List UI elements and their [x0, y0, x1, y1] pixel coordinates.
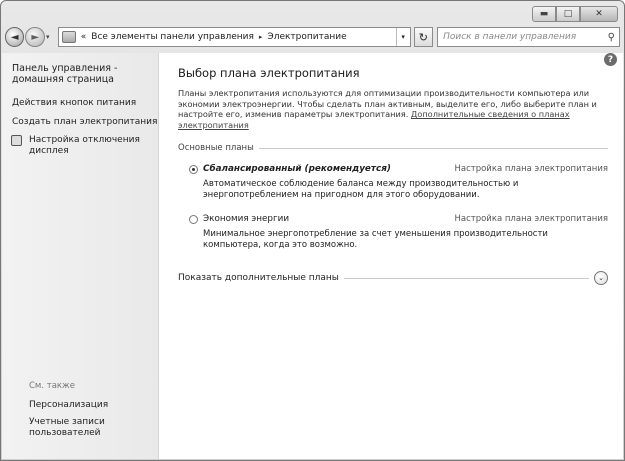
control-panel-icon: [62, 31, 76, 43]
breadcrumb-separator-icon[interactable]: ▸: [258, 33, 263, 41]
plan-balanced-settings-link[interactable]: Настройка плана электропитания: [454, 164, 608, 174]
plan-power-saver-radio[interactable]: [189, 215, 198, 224]
sidebar-item-display-off[interactable]: Настройка отключения дисплея: [29, 135, 140, 156]
show-additional-plans-label[interactable]: Показать дополнительные планы: [178, 273, 339, 283]
sidebar-item-power-buttons[interactable]: Действия кнопок питания: [12, 98, 137, 108]
plan-power-saver-description: Минимальное энергопотребление за счет уменьшения производительности компьютера, когда это возможно.: [203, 229, 548, 250]
breadcrumb-power-options[interactable]: Электропитание: [267, 32, 347, 42]
back-button[interactable]: [5, 27, 24, 47]
sidebar-item-personalization[interactable]: Персонализация: [29, 400, 109, 410]
search-input[interactable]: [443, 32, 603, 42]
plan-balanced-radio[interactable]: [189, 165, 198, 174]
forward-button[interactable]: [25, 27, 44, 47]
sidebar-item-home[interactable]: Панель управления - домашняя страница: [12, 63, 118, 85]
more-info-link[interactable]: Дополнительные сведения о планах электропитания: [178, 109, 570, 130]
navigation-bar: [5, 25, 620, 49]
minimize-button[interactable]: ▬: [532, 6, 556, 22]
sidebar-item-create-plan[interactable]: Создать план электропитания: [12, 117, 158, 127]
forward-arrow-icon: ►: [31, 31, 40, 43]
recent-pages-dropdown[interactable]: ▾: [45, 33, 50, 41]
sidebar-item-user-accounts[interactable]: Учетные записи пользователей: [29, 417, 105, 438]
search-box[interactable]: [437, 27, 620, 47]
see-also-heading: См. также: [29, 381, 75, 391]
additional-plans-divider: [344, 278, 589, 279]
expand-chevron-icon[interactable]: ⌄: [594, 271, 608, 285]
breadcrumb-all-items[interactable]: Все элементы панели управления: [91, 32, 254, 42]
plan-balanced-name[interactable]: Сбалансированный (рекомендуется): [203, 164, 391, 174]
plan-power-saver-name[interactable]: Экономия энергии: [203, 214, 290, 224]
back-arrow-icon: ◄: [10, 31, 19, 43]
left-task-pane: [2, 53, 159, 459]
help-icon[interactable]: ?: [604, 53, 617, 66]
section-label: Основные планы: [178, 143, 254, 153]
refresh-button[interactable]: [414, 27, 433, 47]
plan-power-saver-settings-link[interactable]: Настройка плана электропитания: [454, 214, 608, 224]
section-divider: [259, 148, 608, 149]
intro-text: [178, 88, 598, 130]
preferred-plans-header: [178, 143, 608, 153]
address-bar[interactable]: [58, 27, 411, 47]
close-button[interactable]: ✕: [580, 6, 618, 22]
display-icon: [11, 135, 22, 146]
intro-body: Планы электропитания используются для оптимизации производительности компьютера или экономии электроэнергии. Чтобы сделать план активным, выделите его, либо выберите план и настройте его, изменив параметры электропитания.: [178, 88, 597, 120]
breadcrumb-overflow[interactable]: «: [80, 32, 87, 42]
plan-balanced-description: Автоматическое соблюдение баланса между производительностью и энергопотреблением на пригодном для этого оборудовании.: [203, 179, 519, 200]
maximize-button[interactable]: □: [556, 6, 580, 22]
refresh-icon: ↻: [418, 30, 428, 44]
search-icon[interactable]: ⚲: [607, 31, 615, 43]
address-dropdown-icon[interactable]: ▾: [396, 28, 410, 46]
main-content: [159, 53, 623, 459]
page-title: Выбор плана электропитания: [178, 66, 360, 80]
caption-buttons: [532, 6, 618, 22]
show-additional-plans[interactable]: [178, 271, 608, 285]
